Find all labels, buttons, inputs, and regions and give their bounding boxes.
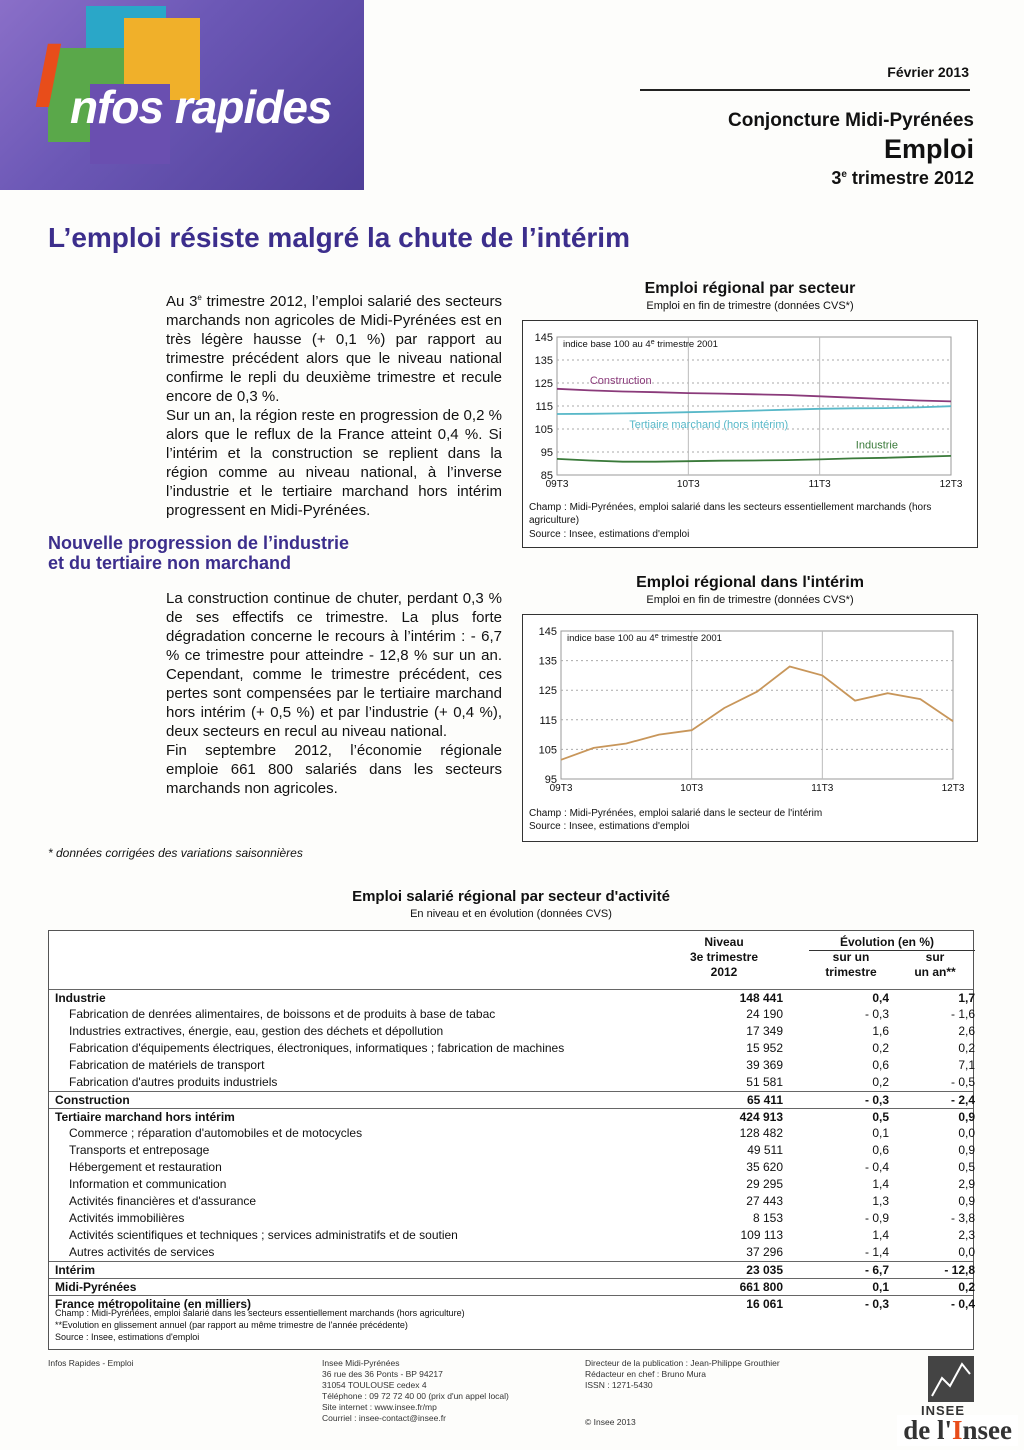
- row-evol-trimestre: 0,5: [872, 1110, 889, 1124]
- row-niveau: 109 113: [740, 1228, 783, 1242]
- row-label: Fabrication de matériels de transport: [69, 1058, 265, 1072]
- table-row: [49, 1176, 973, 1193]
- row-label: Industrie: [55, 991, 106, 1005]
- publication-series: Conjoncture Midi-Pyrénées: [728, 110, 974, 131]
- publication-topic: Emploi: [883, 134, 974, 164]
- header-trimestre: sur un trimestre: [825, 950, 877, 979]
- chart2-note-champ: Champ : Midi-Pyrénées, emploi salarié dans le secteur de l'intérim: [529, 808, 823, 819]
- row-evol-an: 0,2: [958, 1041, 975, 1055]
- row-evol-an: 7,1: [958, 1058, 975, 1072]
- row-evol-trimestre: 0,1: [872, 1280, 889, 1294]
- row-label: Activités financières et d'assurance: [69, 1194, 257, 1208]
- footer-copyright: © Insee 2013: [585, 1417, 636, 1427]
- row-evol-an: - 1,6: [950, 1007, 975, 1021]
- table-title: Emploi salarié régional par secteur d'activité: [352, 888, 670, 905]
- series-line: [557, 456, 951, 462]
- chart1-title: Emploi régional par secteur: [644, 280, 856, 297]
- row-label: Autres activités de services: [69, 1245, 215, 1259]
- series-label: Industrie: [855, 439, 898, 452]
- row-evol-trimestre: - 0,3: [864, 1297, 889, 1311]
- row-niveau: 16 061: [746, 1297, 783, 1311]
- y-tick-label: 125: [538, 685, 557, 698]
- chart1-note-source: Source : Insee, estimations d'emploi: [529, 529, 690, 540]
- series-line: [557, 389, 951, 402]
- row-niveau: 148 441: [739, 991, 783, 1005]
- row-niveau: 661 800: [739, 1280, 783, 1294]
- row-niveau: 49 511: [747, 1143, 783, 1157]
- chart1-frame: [522, 320, 978, 548]
- x-tick-label: 11T3: [808, 479, 831, 490]
- header-niveau: Niveau 3e trimestre 2012: [689, 935, 759, 979]
- row-evol-trimestre: - 1,4: [864, 1245, 889, 1259]
- y-tick-label: 145: [534, 332, 553, 344]
- insee-logo-text: INSEE: [920, 1403, 965, 1418]
- row-niveau: 51 581: [746, 1075, 783, 1089]
- header-an: sur un an**: [914, 950, 956, 979]
- row-label: Transports et entreposage: [69, 1143, 210, 1157]
- row-evol-trimestre: 1,3: [872, 1194, 889, 1208]
- table-row: [49, 1261, 973, 1279]
- row-evol-an: 2,9: [958, 1177, 975, 1191]
- series-label: Construction: [589, 375, 652, 388]
- header-evolution: Évolution (en %): [840, 935, 934, 949]
- row-label: France métropolitaine (en milliers): [55, 1297, 252, 1311]
- y-tick-label: 95: [544, 774, 557, 786]
- y-tick-label: 145: [538, 626, 557, 638]
- row-evol-trimestre: 0,2: [872, 1041, 889, 1055]
- row-evol-an: - 3,8: [950, 1211, 975, 1225]
- row-evol-an: 0,9: [958, 1110, 975, 1124]
- row-niveau: 424 913: [739, 1110, 783, 1124]
- table-note-evol: **Evolution en glissement annuel (par rapport au même trimestre de l'année précédente): [55, 1320, 408, 1330]
- x-tick-label: 11T3: [811, 783, 834, 794]
- row-niveau: 8 153: [752, 1211, 783, 1225]
- index-note: indice base 100 au 4e trimestre 2001: [567, 633, 722, 644]
- row-evol-an: - 2,4: [950, 1093, 975, 1107]
- x-tick-label: 12T3: [941, 783, 965, 794]
- table-note-source: Source : Insee, estimations d'emploi: [55, 1332, 200, 1342]
- row-evol-an: 0,9: [958, 1143, 975, 1157]
- table-row: [49, 1040, 973, 1057]
- x-tick-label: 10T3: [676, 479, 700, 490]
- section-title: Nouvelle progression de l’industrie et du tertiaire non marchand: [48, 533, 350, 573]
- table-row: [49, 1023, 973, 1040]
- brand-title: [34, 25, 332, 134]
- series-label: Tertiaire marchand (hors intérim): [629, 418, 789, 431]
- x-tick-label: 10T3: [680, 783, 704, 794]
- row-niveau: 24 190: [746, 1007, 783, 1021]
- row-evol-an: 2,3: [958, 1228, 975, 1242]
- row-evol-an: - 12,8: [944, 1263, 975, 1277]
- chart2-frame: [522, 614, 978, 842]
- row-evol-trimestre: - 0,9: [864, 1211, 889, 1225]
- row-evol-an: 0,0: [958, 1126, 975, 1140]
- y-tick-label: 105: [534, 424, 553, 436]
- y-tick-label: 85: [540, 470, 553, 482]
- y-tick-label: 135: [538, 655, 557, 668]
- row-evol-an: 0,9: [958, 1194, 975, 1208]
- table-row: [49, 1074, 973, 1091]
- row-label: Information et communication: [69, 1177, 227, 1191]
- row-evol-trimestre: 0,1: [872, 1126, 889, 1140]
- row-niveau: 37 296: [746, 1245, 783, 1259]
- row-label: Fabrication de denrées alimentaires, de boissons et de produits à base de tabac: [69, 1007, 496, 1021]
- row-evol-an: 0,2: [958, 1280, 975, 1294]
- y-tick-label: 135: [534, 355, 553, 367]
- page-title: L’emploi résiste malgré la chute de l’intérim: [48, 222, 630, 253]
- row-evol-trimestre: 0,6: [872, 1143, 889, 1157]
- table-row: [49, 1193, 973, 1210]
- x-tick-label: 12T3: [939, 479, 963, 490]
- chart2-title: Emploi régional dans l'intérim: [636, 574, 864, 591]
- publication-date: Février 2013: [887, 64, 969, 80]
- x-tick-label: 09T3: [549, 783, 573, 794]
- chart2-subtitle: Emploi en fin de trimestre (données CVS*): [646, 594, 854, 606]
- publication-period: 3e trimestre 2012: [831, 168, 974, 188]
- chart1-subtitle: Emploi en fin de trimestre (données CVS*): [646, 300, 854, 312]
- plot-area: [561, 631, 953, 779]
- row-label: Fabrication d'autres produits industriels: [69, 1075, 278, 1089]
- sector-table: [48, 930, 974, 1350]
- row-evol-trimestre: - 0,3: [864, 1093, 889, 1107]
- intro-paragraph: Au 3e trimestre 2012, l’emploi salarié des secteurs marchands non agricoles de Midi-Pyrénées est en très légère hausse (+ 0,1 %) par rapport au trimestre précédent alors que le niveau national confirme le repli du deuxième trimestre et recule encore de 0,3 %. Sur un an, la région reste en progression de 0,2 % alors que le reflux de la France atteint 0,4 %. Si l’intérim et la construction se replient dans la région comme au niveau national, à l’inverse l’industrie et le tertiaire marchand hors intérim progressent en Midi-Pyrénées.: [166, 293, 503, 519]
- table-subtitle: En niveau et en évolution (données CVS): [410, 908, 612, 920]
- table-row: [49, 1091, 973, 1109]
- brand-subtitle: de l'Insee: [897, 1415, 1018, 1446]
- table-row: [49, 1006, 973, 1023]
- footer-direction: Directeur de la publication : Jean-Philippe Grouthier Rédacteur en chef : Bruno Mura ISSN : 1271-5430: [585, 1358, 780, 1390]
- footer-address: Insee Midi-Pyrénées 36 rue des 36 Ponts - BP 94217 31054 TOULOUSE cedex 4 Téléphone : 09 72 72 40 00 (prix d'un appel local) Site internet : www.insee.fr/mp Courriel : insee-contact@insee.fr: [322, 1358, 509, 1423]
- row-evol-trimestre: 0,4: [872, 991, 889, 1005]
- row-niveau: 15 952: [746, 1041, 783, 1055]
- row-label: Industries extractives, énergie, eau, gestion des déchets et dépollution: [69, 1024, 444, 1038]
- chart2-note-source: Source : Insee, estimations d'emploi: [529, 821, 690, 832]
- row-evol-trimestre: 1,4: [872, 1177, 889, 1191]
- table-row: [49, 1125, 973, 1142]
- footnote-cvs: * données corrigées des variations saisonnières: [48, 846, 303, 860]
- section-paragraph: La construction continue de chuter, perdant 0,3 % de ses effectifs ce trimestre. La plus forte dégradation concerne le recours à l’intérim : - 6,7 % ce trimestre pour atteindre - 12,8 % sur un an. Cependant, comme le trimestre précédent, ces pertes sont compensées par le tertiaire marchand hors intérim (+ 0,5 %) et par l’industrie (+ 0,4 %), deux secteurs en recul au niveau national. Fin septembre 2012, l’économie régionale emploie 661 800 salariés dans les secteurs marchands non agricoles.: [166, 590, 502, 797]
- table-row: [49, 1227, 973, 1244]
- row-evol-trimestre: 0,2: [872, 1075, 889, 1089]
- insee-logo-icon: [928, 1356, 974, 1402]
- brand-rest: nfos rapides: [70, 81, 332, 133]
- row-evol-trimestre: - 0,3: [864, 1007, 889, 1021]
- row-evol-an: - 0,5: [950, 1075, 975, 1089]
- row-niveau: 23 035: [746, 1263, 783, 1277]
- footer-left: Infos Rapides - Emploi: [48, 1358, 134, 1368]
- row-label: Intérim: [55, 1263, 96, 1277]
- row-label: Construction: [55, 1093, 130, 1107]
- row-niveau: 39 369: [746, 1058, 783, 1072]
- row-evol-trimestre: - 0,4: [864, 1160, 889, 1174]
- table-row: [49, 1278, 973, 1296]
- table-row: [49, 1210, 973, 1227]
- x-tick-label: 09T3: [545, 479, 569, 490]
- row-label: Midi-Pyrénées: [55, 1280, 137, 1294]
- y-tick-label: 95: [540, 447, 553, 459]
- index-note: indice base 100 au 4e trimestre 2001: [563, 339, 718, 350]
- table-row: [49, 1057, 973, 1074]
- series-line: [557, 406, 951, 414]
- row-label: Hébergement et restauration: [69, 1160, 222, 1174]
- row-label: Activités scientifiques et techniques ; services administratifs et de soutien: [69, 1228, 458, 1242]
- row-label: Fabrication d'équipements électriques, électroniques, informatiques ; fabrication de machines: [69, 1041, 565, 1055]
- y-tick-label: 125: [534, 378, 553, 390]
- row-evol-trimestre: 1,6: [872, 1024, 889, 1038]
- row-niveau: 35 620: [746, 1160, 783, 1174]
- table-row: [49, 1108, 973, 1126]
- row-evol-an: 2,6: [958, 1024, 975, 1038]
- row-niveau: 29 295: [746, 1177, 783, 1191]
- table-row: [49, 1142, 973, 1159]
- row-evol-an: 1,7: [958, 991, 975, 1005]
- row-evol-trimestre: 0,6: [872, 1058, 889, 1072]
- row-evol-an: - 0,4: [950, 1297, 975, 1311]
- row-niveau: 65 411: [746, 1093, 783, 1107]
- y-tick-label: 115: [539, 714, 557, 727]
- row-niveau: 128 482: [739, 1126, 783, 1140]
- table-row: [49, 1244, 973, 1261]
- table-note-champ: Champ : Midi-Pyrénées, emploi salarié dans les secteurs essentiellement marchands (hors agriculture): [55, 1308, 465, 1318]
- row-evol-trimestre: - 6,7: [864, 1263, 889, 1277]
- row-evol-trimestre: 1,4: [872, 1228, 889, 1242]
- y-tick-label: 105: [538, 744, 557, 757]
- row-niveau: 27 443: [746, 1194, 783, 1208]
- header-evol-rule: [809, 950, 975, 951]
- y-tick-label: 115: [535, 401, 553, 413]
- row-evol-an: 0,0: [958, 1245, 975, 1259]
- series-line: [561, 667, 953, 760]
- header-divider: [640, 89, 970, 91]
- brand-initial: I: [34, 25, 59, 127]
- table-row: [49, 1159, 973, 1176]
- row-label: Tertiaire marchand hors intérim: [55, 1110, 235, 1124]
- row-evol-an: 0,5: [958, 1160, 975, 1174]
- row-label: Commerce ; réparation d'automobiles et de motocycles: [69, 1126, 363, 1140]
- row-niveau: 17 349: [746, 1024, 783, 1038]
- row-label: Activités immobilières: [69, 1211, 185, 1225]
- table-row: [49, 989, 973, 1007]
- chart1-note-champ: Champ : Midi-Pyrénées, emploi salarié dans les secteurs essentiellement marchands (hors agriculture): [529, 502, 932, 526]
